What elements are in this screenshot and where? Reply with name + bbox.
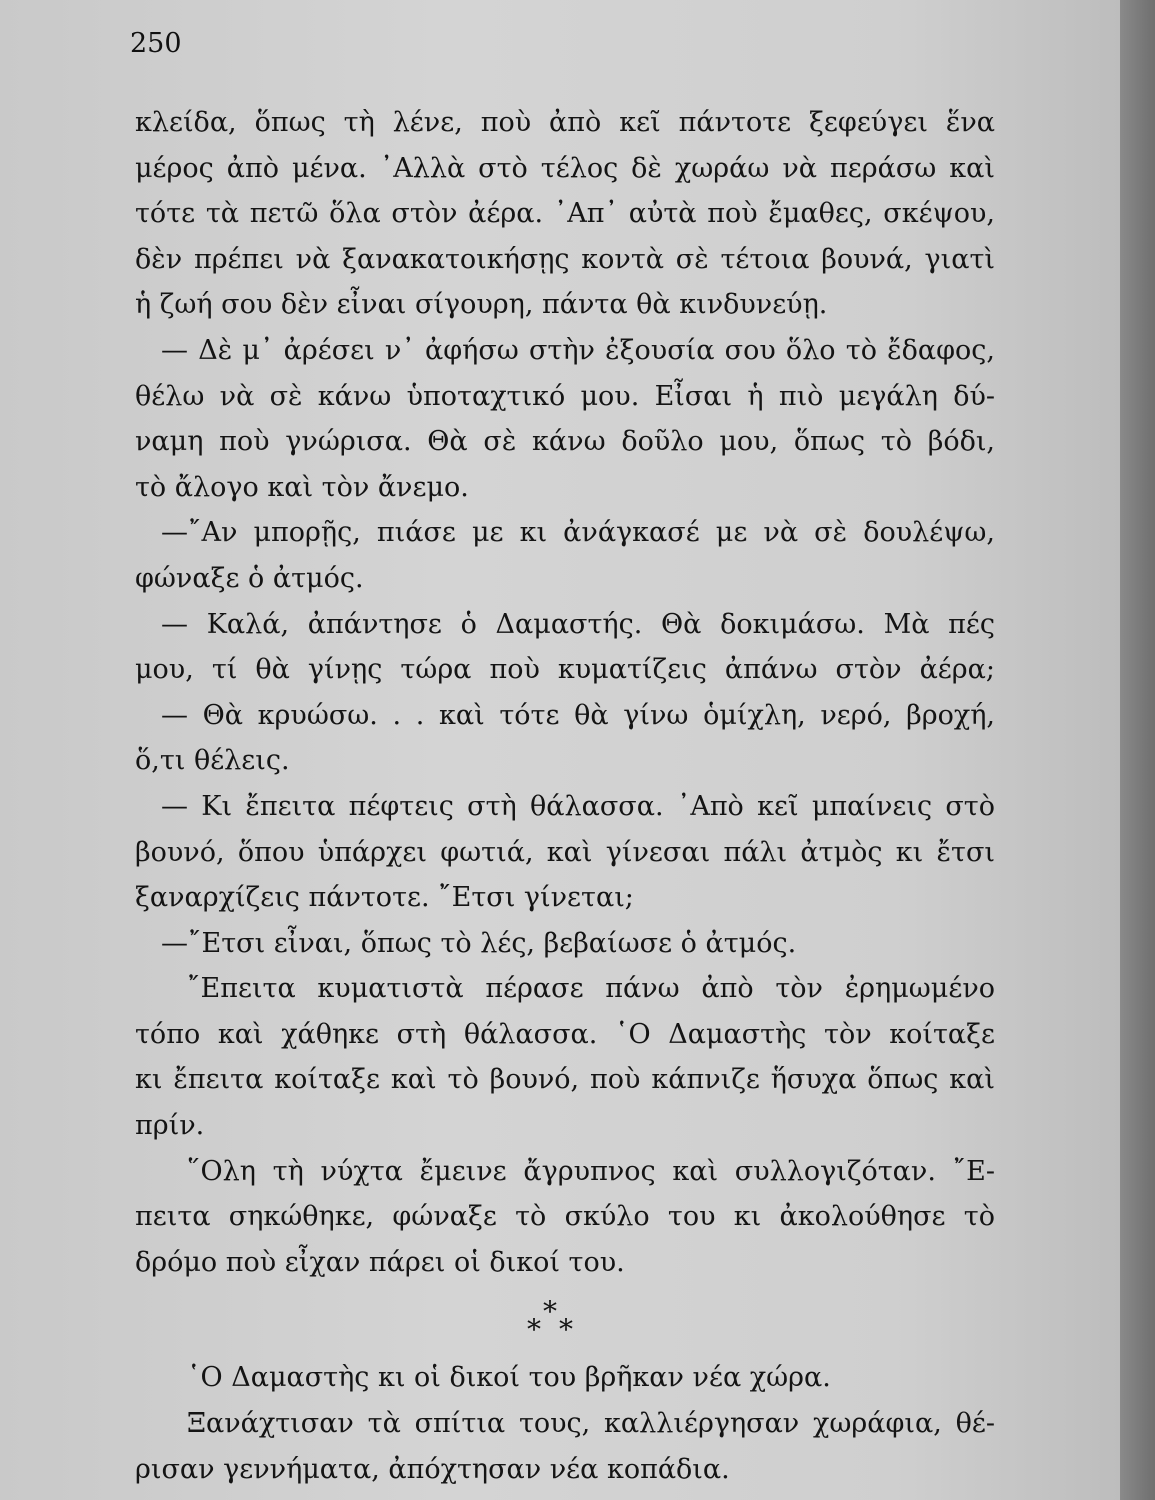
text-line: Ξανάχτισαν τὰ σπίτια τους, καλλιέργησαν χωράφια, θέ- [187, 1408, 995, 1440]
text-line: δὲν πρέπει νὰ ξανακατοικήσῃς κοντὰ σὲ τέτοια βουνά, γιατὶ [135, 243, 995, 275]
text-line: δρόμο ποὺ εἶχαν πάρει οἱ δικοί του. [135, 1246, 625, 1278]
text-line: θέλω νὰ σὲ κάνω ὑποταχτικό μου. Εἶσαι ἡ πιὸ μεγάλη δύ- [135, 380, 995, 412]
text-line: — Θὰ κρυώσω. . . καὶ τότε θὰ γίνω ὁμίχλη, νερό, βροχή, [161, 699, 995, 731]
text-line: — Δὲ μ᾿ ἀρέσει ν᾿ ἀφήσω στὴν ἐξουσία σου ὅλο τὸ ἔδαφος, [161, 334, 995, 366]
text-line: ναμη ποὺ γνώρισα. Θὰ σὲ κάνω δοῦλο μου, ὅπως τὸ βόδι, [135, 426, 995, 458]
body-text [135, 100, 995, 1492]
text-line: ὅ,τι θέλεις. [135, 745, 290, 777]
book-edge [1120, 0, 1155, 1500]
text-line: — Κι ἔπειτα πέφτεις στὴ θάλασσα. ᾿Απὸ κεῖ μπαίνεις στὸ [161, 790, 995, 822]
page-number: 250 [130, 28, 182, 59]
text-line: πειτα σηκώθηκε, φώναξε τὸ σκύλο του κι ἀκολούθησε τὸ [135, 1201, 995, 1233]
text-line: τόπο καὶ χάθηκε στὴ θάλασσα. ῾Ο Δαμαστὴς τὸν κοίταξε [135, 1018, 995, 1050]
asterisk: * [559, 1313, 573, 1347]
text-line: μέρος ἀπὸ μένα. ᾿Αλλὰ στὸ τέλος δὲ χωράω νὰ περάσω καὶ [135, 152, 995, 184]
asterisk: * [527, 1313, 541, 1347]
text-line: ῾Ο Δαμαστὴς κι οἱ δικοί του βρῆκαν νέα χώρα. [187, 1362, 831, 1394]
text-line: ρισαν γεννήματα, ἀπόχτησαν νέα κοπάδια. [135, 1453, 730, 1485]
text-line: τὸ ἄλογο καὶ τὸν ἄνεμο. [135, 471, 469, 503]
text-line: —῎Ετσι εἶναι, ὅπως τὸ λές, βεβαίωσε ὁ ἀτμός. [161, 927, 797, 959]
text-line: μου, τί θὰ γίνῃς τώρα ποὺ κυματίζεις ἀπάνω στὸν ἀέρα; [135, 654, 995, 686]
text-line: ῞Ολη τὴ νύχτα ἔμεινε ἄγρυπνος καὶ συλλογιζόταν. ῎Ε- [187, 1155, 995, 1187]
text-line: — Καλά, ἀπάντησε ὁ Δαμαστής. Θὰ δοκιμάσω. Μὰ πές [161, 608, 995, 640]
text-line: τότε τὰ πετῶ ὅλα στὸν ἀέρα. ᾿Απ᾿ αὐτὰ ποὺ ἔμαθες, σκέψου, [135, 198, 995, 230]
text-line: —῎Αν μπορῇς, πιάσε με κι ἀνάγκασέ με νὰ σὲ δουλέψω, [161, 517, 995, 549]
text-line: ἡ ζωή σου δὲν εἶναι σίγουρη, πάντα θὰ κινδυνεύῃ. [135, 289, 828, 321]
text-line: κλείδα, ὅπως τὴ λένε, ποὺ ἀπὸ κεῖ πάντοτε ξεφεύγει ἕνα [135, 107, 995, 138]
section-asterism [135, 1285, 995, 1355]
text-line: πρίν. [135, 1110, 205, 1142]
text-line: ῎Επειτα κυματιστὰ πέρασε πάνω ἀπὸ τὸν ἐρημωμένο [187, 973, 995, 1005]
text-line: φώναξε ὁ ἀτμός. [135, 562, 364, 594]
text-line: ξαναρχίζεις πάντοτε. ῎Ετσι γίνεται; [135, 882, 634, 914]
text-line: κι ἔπειτα κοίταξε καὶ τὸ βουνό, ποὺ κάπνιζε ἥσυχα ὅπως καὶ [135, 1064, 995, 1096]
asterisk: * [543, 1295, 557, 1329]
text-line: βουνό, ὅπου ὑπάρχει φωτιά, καὶ γίνεσαι πάλι ἀτμὸς κι ἔτσι [135, 836, 995, 868]
